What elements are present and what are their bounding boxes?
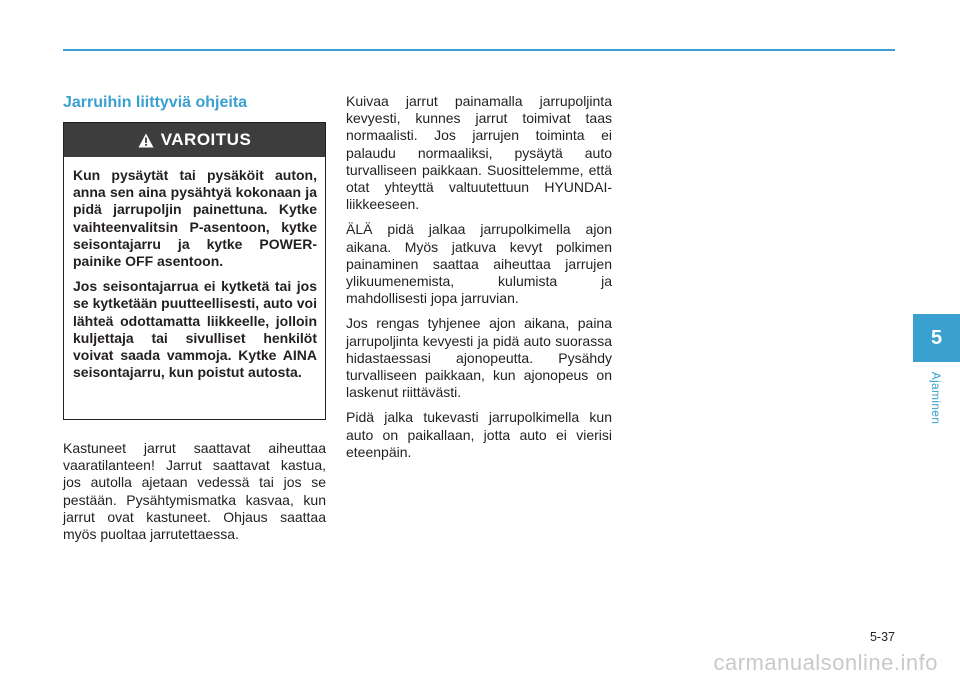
chapter-number: 5 — [930, 326, 943, 349]
page-number: 5-37 — [869, 630, 895, 644]
right-column — [346, 93, 612, 469]
section-title: Jarruihin liittyviä ohjeita — [63, 94, 248, 111]
warning-paragraph: Jos seisontajarrua ei kytketä tai jos se kytketään puutteellisesti, auto voi lähteä odottamatta liikkeelle, jolloin kuljettaja tai sivulliset henkilöt voivat saada vammoja. Kytke AINA seisontajarru, kun poistut autosta. — [73, 278, 317, 381]
warning-label: VAROITUS — [160, 130, 252, 149]
body-paragraph: Jos rengas tyhjenee ajon aikana, paina jarrupoljinta kevyesti ja pidä auto suorassa hidastaessasi ajonopeutta. Pysähdy turvalliseen paikkaan, kun ajonopeus on laskenut riittävästi. — [346, 315, 612, 401]
header-rule — [63, 49, 895, 51]
body-paragraph: Pidä jalka tukevasti jarrupolkimella kun auto on paikallaan, jotta auto ei vierisi eteenpäin. — [346, 409, 612, 460]
watermark: carmanualsonline.info — [713, 650, 938, 675]
warning-header — [64, 123, 325, 157]
chapter-tab — [913, 314, 960, 362]
warning-box — [63, 122, 326, 420]
wet-brakes-paragraph: Kastuneet jarrut saattavat aiheuttaa vaaratilanteen! Jarrut saattavat kastua, jos autolla ajetaan vedessä tai jos se pestään. Pysähtymismatka kasvaa, kun jarrut ovat kastuneet. Ohjaus saattaa myös puoltaa jarrutettaessa. — [63, 440, 326, 543]
chapter-name: Ajaminen — [929, 371, 943, 425]
warning-paragraph: Kun pysäytät tai pysäköit auton, anna sen aina pysähtyä kokonaan ja pidä jarrupoljin painettuna. Kytke vaihteenvalitsin P-asentoon, kytke seisontajarru ja kytke POWER-painike OFF asentoon. — [73, 167, 317, 270]
body-paragraph: Kuivaa jarrut painamalla jarrupoljinta kevyesti, kunnes jarrut toimivat taas normaalisti. Jos jarrujen toiminta ei palaudu normaaliksi, pysäytä auto turvalliseen paikkaan. Suosittelemme, että otat yhteyttä valtuutettuun HYUNDAI-liikkeeseen. — [346, 93, 612, 213]
warning-body — [64, 157, 325, 381]
warning-triangle-icon — [138, 133, 154, 148]
body-paragraph: ÄLÄ pidä jalkaa jarrupolkimella ajon aikana. Myös jatkuva kevyt polkimen painaminen saattaa aiheuttaa jarrujen ylikuumenemista, kulumista ja mahdollisesti jopa jarruvian. — [346, 221, 612, 307]
